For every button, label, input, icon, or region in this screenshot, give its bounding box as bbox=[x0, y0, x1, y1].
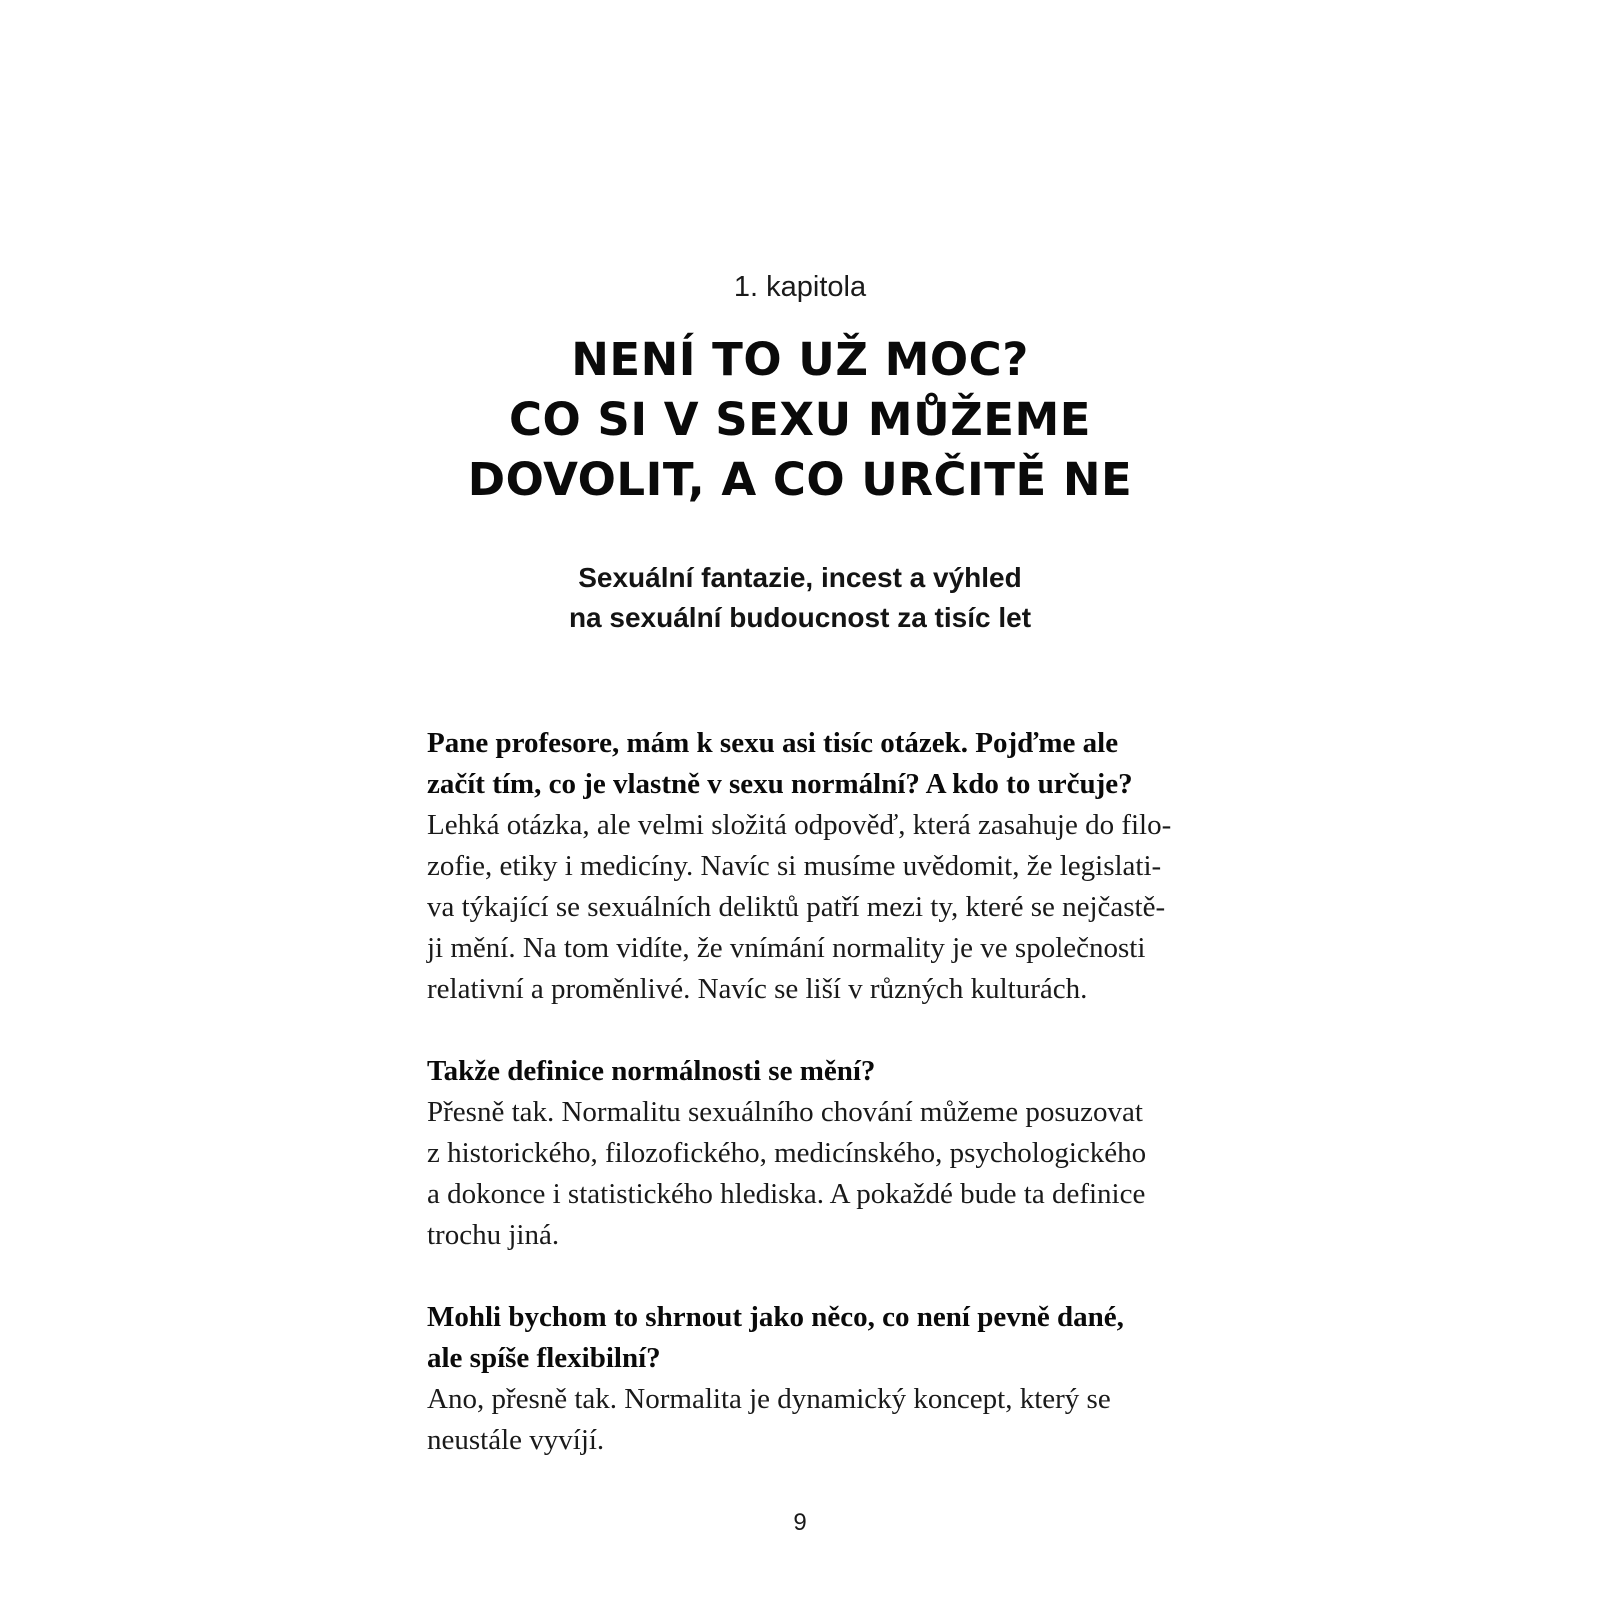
chapter-title-line: DOVOLIT, A CO URČITĚ NE bbox=[467, 453, 1133, 506]
answer-line: a dokonce i statistického hlediska. A pokaždé bude ta definice bbox=[427, 1178, 1146, 1210]
answer-line: trochu jiná. bbox=[427, 1219, 560, 1251]
answer-line: zofie, etiky i medicíny. Navíc si musíme uvědomit, že legislati- bbox=[427, 850, 1162, 882]
chapter-title-line: NENÍ TO UŽ MOC? bbox=[571, 333, 1029, 386]
interview-body bbox=[427, 723, 1197, 1502]
question-line: začít tím, co je vlastně v sexu normální? A kdo to určuje? bbox=[427, 768, 1133, 800]
question bbox=[427, 1297, 1197, 1379]
answer-line: z historického, filozofického, medicínského, psychologického bbox=[427, 1137, 1147, 1169]
chapter-title bbox=[0, 330, 1600, 510]
answer bbox=[427, 805, 1197, 1010]
qa-block bbox=[427, 1051, 1197, 1256]
question-line: Takže definice normálnosti se mění? bbox=[427, 1055, 876, 1087]
answer-line: Přesně tak. Normalitu sexuálního chování můžeme posuzovat bbox=[427, 1096, 1143, 1128]
chapter-subtitle bbox=[0, 558, 1600, 638]
answer bbox=[427, 1379, 1197, 1461]
chapter-title-line: CO SI V SEXU MŮŽEME bbox=[508, 393, 1092, 446]
chapter-subtitle-line: Sexuální fantazie, incest a výhled bbox=[578, 562, 1022, 593]
chapter-subtitle-line: na sexuální budoucnost za tisíc let bbox=[568, 602, 1032, 633]
answer-line: ji mění. Na tom vidíte, že vnímání normality je ve společnosti bbox=[427, 932, 1146, 964]
question-line: Pane profesore, mám k sexu asi tisíc otázek. Pojďme ale bbox=[427, 727, 1119, 759]
question bbox=[427, 723, 1197, 805]
question bbox=[427, 1051, 1197, 1092]
answer-line: Ano, přesně tak. Normalita je dynamický koncept, který se bbox=[427, 1383, 1111, 1415]
page-number: 9 bbox=[793, 1509, 807, 1536]
answer-line: va týkající se sexuálních deliktů patří mezi ty, které se nejčastě- bbox=[427, 891, 1166, 923]
qa-block bbox=[427, 723, 1197, 1010]
answer-line: neustále vyvíjí. bbox=[427, 1424, 605, 1456]
chapter-label: 1. kapitola bbox=[733, 271, 867, 303]
answer-line: relativní a proměnlivé. Navíc se liší v různých kulturách. bbox=[427, 973, 1088, 1005]
answer-line: Lehká otázka, ale velmi složitá odpověď, která zasahuje do filo- bbox=[427, 809, 1172, 841]
question-line: ale spíše flexibilní? bbox=[427, 1342, 661, 1374]
answer bbox=[427, 1092, 1197, 1256]
question-line: Mohli bychom to shrnout jako něco, co není pevně dané, bbox=[427, 1301, 1124, 1333]
qa-block bbox=[427, 1297, 1197, 1461]
